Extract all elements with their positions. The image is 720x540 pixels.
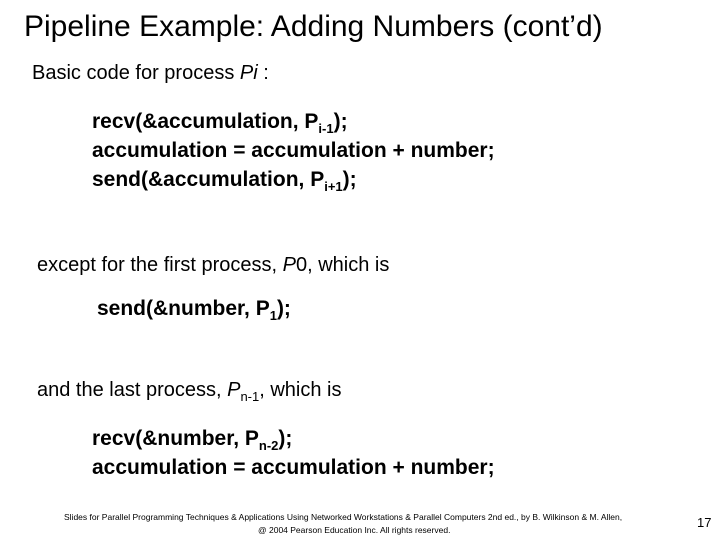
body-text-span: except for the first process, (37, 254, 283, 276)
code-subscript: i-1 (318, 121, 334, 136)
code-subscript: i+1 (324, 179, 343, 194)
code-line-recv-number (92, 427, 292, 451)
process-subscript: n-1 (240, 389, 260, 404)
intro-text (32, 62, 269, 85)
code-text: ); (278, 427, 293, 450)
page-number: 17 (697, 515, 712, 530)
footer-copyright: @ 2004 Pearson Education Inc. All rights reserved. (258, 525, 451, 535)
last-process-text (37, 379, 342, 402)
code-subscript: n-2 (258, 438, 279, 453)
code-text: send(&number, P (97, 297, 270, 320)
code-line-send-accumulation (92, 168, 357, 192)
slide-title: Pipeline Example: Adding Numbers (cont’d) (24, 10, 603, 43)
code-text: recv(&accumulation, P (92, 110, 319, 133)
code-subscript: 1 (269, 308, 277, 323)
code-text: ); (333, 110, 348, 133)
footer-credit: Slides for Parallel Programming Techniques & Applications Using Networked Workstations & Parallel Computers 2nd ed., by B. Wilkinson & M. Allen, (64, 512, 623, 522)
code-line-add: accumulation = accumulation + number; (92, 139, 495, 162)
code-text: ); (342, 168, 357, 191)
body-text-span: 0, which is (296, 254, 390, 276)
body-text-span: and the last process, (37, 379, 228, 401)
code-text: recv(&number, P (92, 427, 259, 450)
process-name: P (282, 254, 296, 276)
body-text-span: , which is (259, 379, 342, 401)
first-process-text (37, 254, 389, 277)
code-line-add-last: accumulation = accumulation + number; (92, 456, 495, 479)
code-text: ); (276, 297, 291, 320)
code-text: send(&accumulation, P (92, 168, 325, 191)
intro-suffix: : (257, 62, 269, 84)
intro-prefix: Basic code for process (32, 62, 240, 84)
intro-process-name: Pi (239, 62, 258, 84)
code-line-recv-accumulation (92, 110, 348, 134)
code-line-send-number (97, 297, 291, 321)
process-name: P (227, 379, 241, 401)
